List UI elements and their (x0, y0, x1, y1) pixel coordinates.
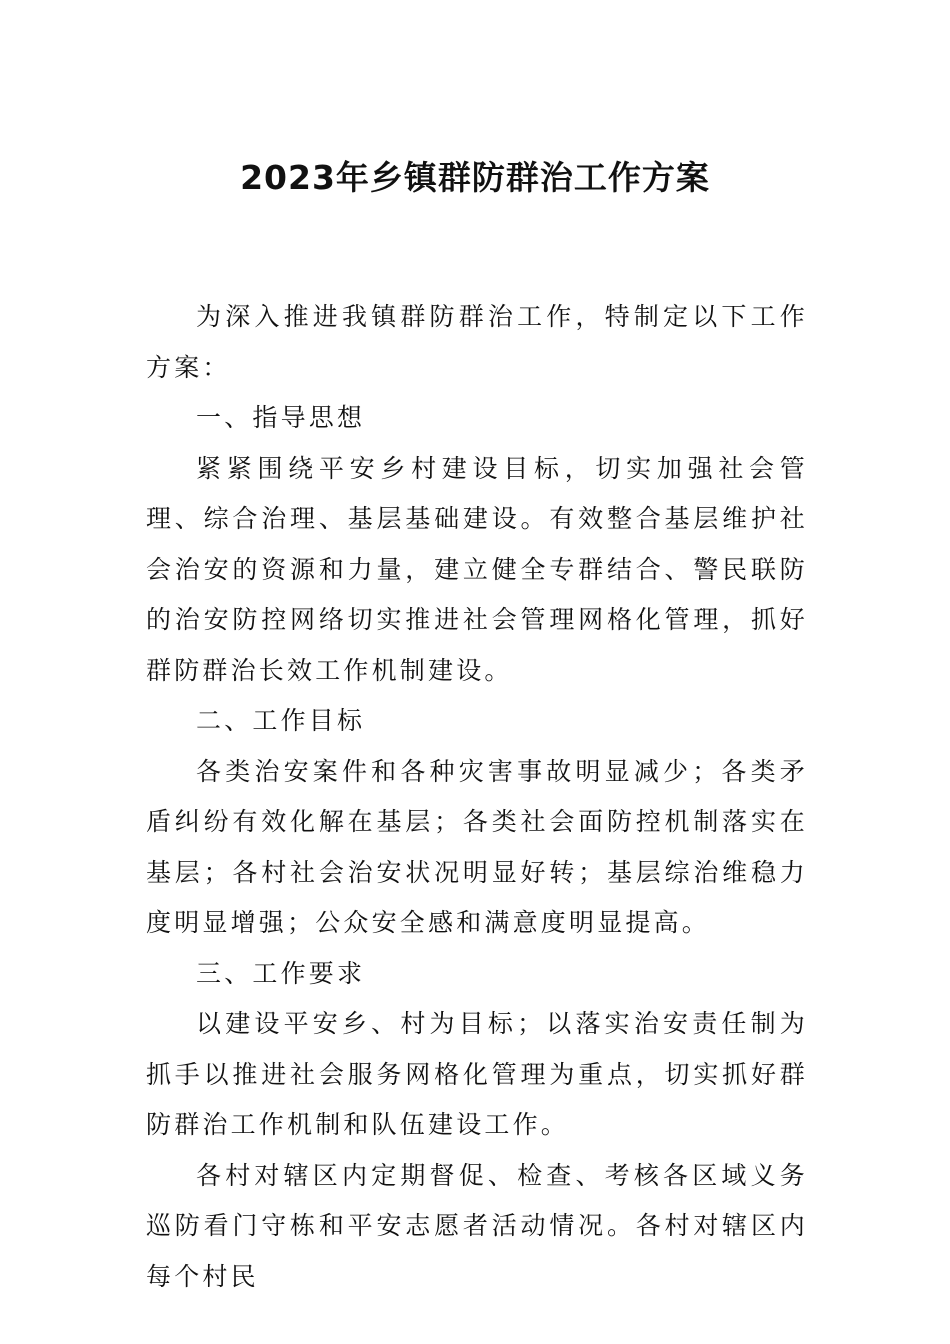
intro-paragraph: 为深入推进我镇群防群治工作，特制定以下工作方案： (146, 302, 808, 382)
document-body (146, 292, 808, 1302)
work-requirements-paragraph-1: 以建设平安乡、村为目标；以落实治安责任制为抓手以推进社会服务网格化管理为重点，切实抓好群防群治工作机制和队伍建设工作。 (146, 1009, 808, 1139)
section-heading-work-goals: 二、工作目标 (196, 706, 366, 735)
guiding-ideology-paragraph: 紧紧围绕平安乡村建设目标，切实加强社会管理、综合治理、基层基础建设。有效整合基层维护社会治安的资源和力量，建立健全专群结合、警民联防的治安防控网络切实推进社会管理网格化管理，抓好群防群治长效工作机制建设。 (146, 453, 808, 685)
section-heading-guiding-ideology: 一、指导思想 (196, 403, 366, 432)
work-requirements-paragraph-2: 各村对辖区内定期督促、检查、考核各区域义务巡防看门守栋和平安志愿者活动情况。各村对辖区内每个村民 (146, 1160, 808, 1291)
section-heading-work-requirements: 三、工作要求 (196, 958, 366, 988)
work-goals-paragraph: 各类治安案件和各种灾害事故明显减少；各类矛盾纠纷有效化解在基层；各类社会面防控机制落实在基层；各村社会治安状况明显好转；基层综治维稳力度明显增强；公众安全感和满意度明显提高。 (146, 756, 808, 937)
document-title: 2023年乡镇群防群治工作方案 (240, 158, 710, 197)
